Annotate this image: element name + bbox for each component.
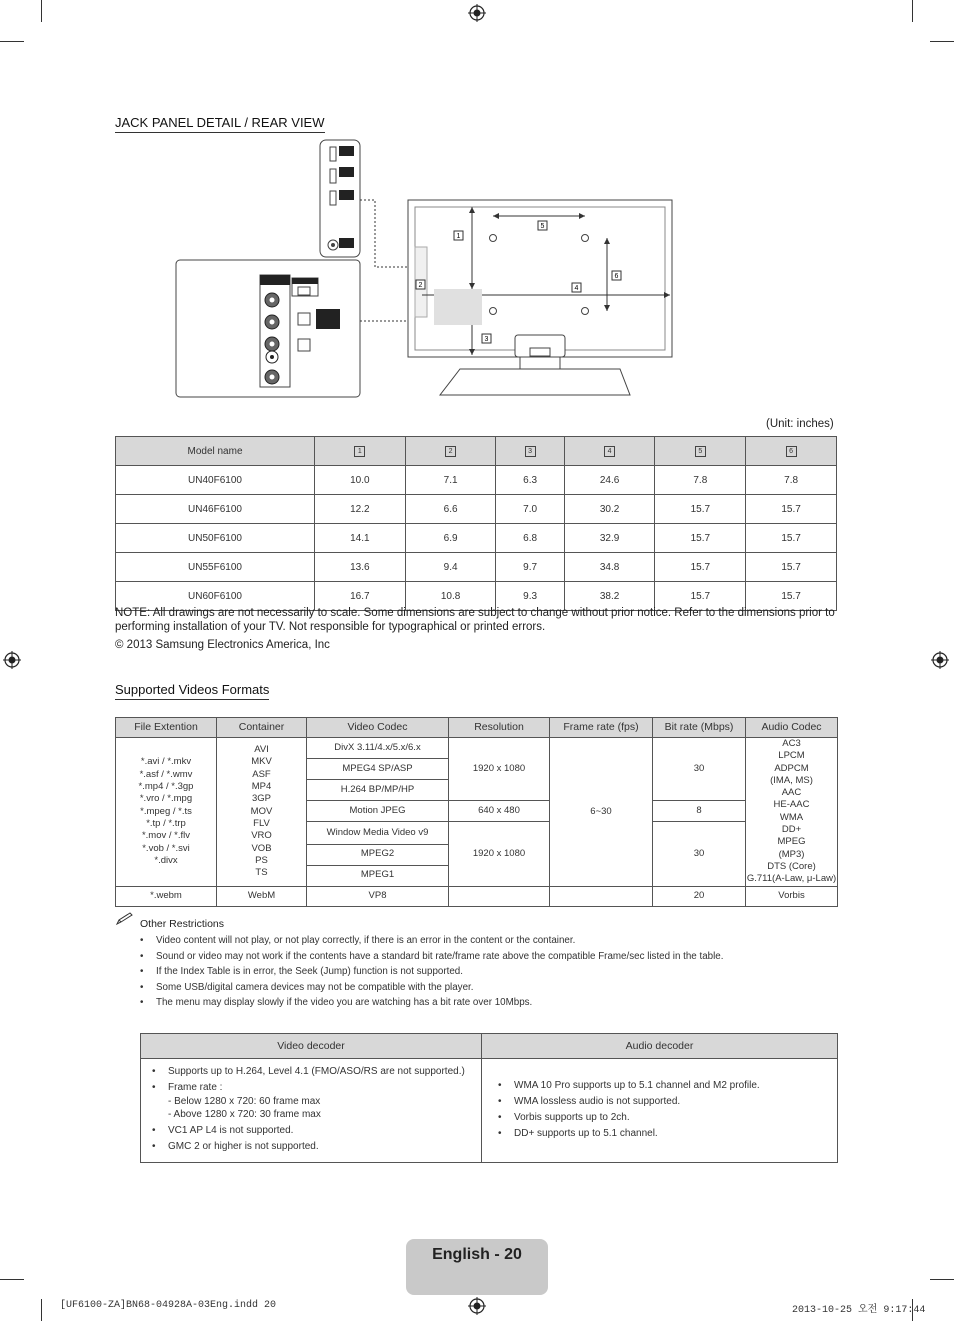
registration-mark-icon bbox=[931, 651, 949, 669]
decoder-table bbox=[140, 1033, 838, 1163]
table-row: UN46F6100 12.2 6.6 7.0 30.2 15.7 15.7 bbox=[116, 495, 837, 524]
list-item: • The menu may display slowly if the video you are watching has a bit rate over 10Mbps. bbox=[140, 997, 840, 1013]
list-item: • GMC 2 or higher is not supported. bbox=[152, 1140, 480, 1154]
table-header-cell: 5 bbox=[695, 446, 706, 457]
table-header-row: File Extention Container Video Codec Resolution Frame rate (fps) Bit rate (Mbps) Audio Codec bbox=[116, 718, 838, 738]
table-header-cell: 1 bbox=[354, 446, 365, 457]
crop-mark bbox=[41, 1299, 42, 1321]
codec-cell: MPEG1 bbox=[307, 865, 449, 886]
dimensions-table bbox=[115, 436, 837, 611]
resolution-cell: 640 x 480 bbox=[449, 801, 550, 822]
page-number-badge bbox=[406, 1239, 548, 1295]
crop-mark bbox=[41, 0, 42, 22]
list-item: • VC1 AP L4 is not supported. bbox=[152, 1124, 480, 1138]
codec-cell: Motion JPEG bbox=[307, 801, 449, 822]
crop-mark bbox=[930, 1279, 954, 1280]
footer-right: 2013-10-25 오전 9:17:44 bbox=[792, 1305, 926, 1316]
note-text: NOTE: All drawings are not necessarily to scale. Some dimensions are subject to change without prior notice. Refer to the dimensions prior to performing installation of your TV. Not responsible for typographical or printed errors. bbox=[115, 607, 835, 633]
codec-cell: MPEG2 bbox=[307, 844, 449, 865]
registration-mark-icon bbox=[468, 1297, 486, 1315]
codec-cell: Window Media Video v9 bbox=[307, 822, 449, 845]
callout-5: 5 bbox=[540, 223, 545, 230]
table-header-row: Video decoder Audio decoder bbox=[141, 1034, 838, 1059]
list-item: • Supports up to H.264, Level 4.1 (FMO/ASO/RS are not supported.) bbox=[152, 1065, 480, 1079]
bitrate-cell: 8 bbox=[653, 801, 746, 822]
jack-panel-title: JACK PANEL DETAIL / REAR VIEW bbox=[115, 115, 325, 133]
codec-cell: H.264 BP/MP/HP bbox=[307, 780, 449, 801]
callout-2: 2 bbox=[418, 282, 423, 289]
table-header-row bbox=[116, 437, 837, 466]
crop-mark bbox=[0, 1279, 24, 1280]
callout-6: 6 bbox=[614, 273, 619, 280]
resolution-cell: 1920 x 1080 bbox=[449, 822, 550, 887]
callout-3: 3 bbox=[484, 336, 489, 343]
table-row: UN55F6100 13.6 9.4 9.7 34.8 15.7 15.7 bbox=[116, 553, 837, 582]
codec-cell: DivX 3.11/4.x/5.x/6.x bbox=[307, 738, 449, 759]
restrictions-title: Other Restrictions bbox=[140, 918, 225, 930]
list-item: • If the Index Table is in error, the Seek (Jump) function is not supported. bbox=[140, 966, 840, 982]
footer-left: [UF6100-ZA]BN68-04928A-03Eng.indd 20 bbox=[60, 1300, 277, 1311]
list-item: • Some USB/digital camera devices may not be compatible with the player. bbox=[140, 982, 840, 998]
restrictions-list bbox=[140, 935, 840, 1013]
table-row: UN40F6100 10.0 7.1 6.3 24.6 7.8 7.8 bbox=[116, 466, 837, 495]
table-header-cell: 2 bbox=[445, 446, 456, 457]
audio-codecs-cell: AC3 LPCM ADPCM (IMA, MS) AAC HE-AAC WMA DD+ MPEG (MP3) DTS (Core) G.711(A-Law, μ-Law) bbox=[746, 738, 837, 885]
table-header-cell: 4 bbox=[604, 446, 615, 457]
extensions-cell: *.avi / *.mkv *.asf / *.wmv *.mp4 / *.3gp *.vro / *.mpg *.mpeg / *.ts *.tp / *.trp *.mov / *.flv *.vob / *.svi *.divx bbox=[116, 738, 217, 887]
video-formats-table bbox=[115, 717, 838, 907]
crop-mark bbox=[0, 41, 24, 42]
callout-1: 1 bbox=[456, 233, 461, 240]
audio-decoder-cell bbox=[482, 1059, 838, 1163]
bitrate-cell: 30 bbox=[653, 822, 746, 887]
framerate-cell: 6~30 bbox=[550, 738, 653, 887]
unit-note: (Unit: inches) bbox=[766, 418, 834, 430]
table-row: *.webm WebM VP8 20 Vorbis bbox=[116, 886, 838, 906]
table-row: UN50F6100 14.1 6.9 6.8 32.9 15.7 15.7 bbox=[116, 524, 837, 553]
jack-panel-diagram bbox=[170, 135, 680, 405]
registration-mark-icon bbox=[3, 651, 21, 669]
table-header-cell: 6 bbox=[786, 446, 797, 457]
table-header-cell: 3 bbox=[525, 446, 536, 457]
list-item: • Frame rate : - Below 1280 x 720: 60 frame max - Above 1280 x 720: 30 frame max bbox=[152, 1081, 480, 1122]
list-item: • Sound or video may not work if the contents have a standard bit rate/frame rate above the compatible Frame/sec listed in the table. bbox=[140, 951, 840, 967]
list-item: • WMA lossless audio is not supported. bbox=[498, 1095, 836, 1109]
list-item: • Video content will not play, or not play correctly, if there is an error in the content or the container. bbox=[140, 935, 840, 951]
video-decoder-cell bbox=[141, 1059, 482, 1163]
list-item: • WMA 10 Pro supports up to 5.1 channel and M2 profile. bbox=[498, 1079, 836, 1093]
resolution-cell: 1920 x 1080 bbox=[449, 738, 550, 801]
table-header-cell: Model name bbox=[116, 437, 315, 466]
list-item: • Vorbis supports up to 2ch. bbox=[498, 1111, 836, 1125]
list-item: • DD+ supports up to 5.1 channel. bbox=[498, 1127, 836, 1141]
crop-mark bbox=[912, 0, 913, 22]
callout-4: 4 bbox=[574, 285, 579, 292]
page-label: English - 20 bbox=[432, 1246, 522, 1263]
crop-mark bbox=[930, 41, 954, 42]
pencil-icon bbox=[115, 912, 135, 926]
videos-title: Supported Videos Formats bbox=[115, 682, 269, 700]
bitrate-cell: 30 bbox=[653, 738, 746, 801]
table-row: UN60F6100 16.7 10.8 9.3 38.2 15.7 15.7 bbox=[116, 582, 837, 611]
codec-cell: MPEG4 SP/ASP bbox=[307, 759, 449, 780]
containers-cell: AVI MKV ASF MP4 3GP MOV FLV VRO VOB PS TS bbox=[217, 738, 307, 887]
registration-mark-icon bbox=[468, 4, 486, 22]
copyright-text: © 2013 Samsung Electronics America, Inc bbox=[115, 639, 330, 651]
